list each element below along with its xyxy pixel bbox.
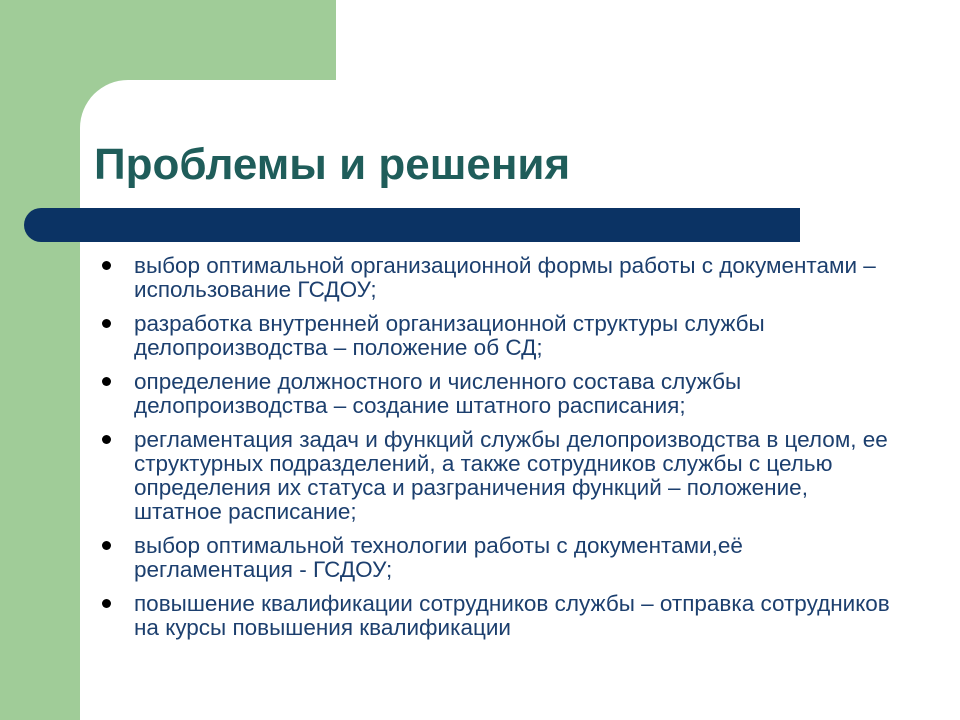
bullet-dot-icon — [102, 435, 111, 444]
list-item — [98, 592, 898, 640]
bullet-dot-icon — [102, 541, 111, 550]
bullet-list — [98, 254, 898, 650]
bullet-text: выбор оптимальной организационной формы работы с документами – использование ГСДОУ; — [134, 253, 876, 302]
list-item — [98, 428, 898, 524]
list-item — [98, 534, 898, 582]
bullet-dot-icon — [102, 377, 111, 386]
bullet-dot-icon — [102, 261, 111, 270]
bullet-text: выбор оптимальной технологии работы с документами,её регламентация - ГСДОУ; — [134, 533, 743, 582]
bullet-text: определение должностного и численного состава службы делопроизводства – создание штатного расписания; — [134, 369, 742, 418]
title-underline-bar — [24, 208, 800, 242]
slide-title: Проблемы и решения — [94, 140, 571, 189]
bullet-dot-icon — [102, 599, 111, 608]
bullet-text: повышение квалификации сотрудников службы – отправка сотрудников на курсы повышения квалификации — [134, 591, 890, 640]
list-item — [98, 312, 898, 360]
list-item — [98, 254, 898, 302]
bullet-dot-icon — [102, 319, 111, 328]
list-item — [98, 370, 898, 418]
bullet-text: регламентация задач и функций службы делопроизводства в целом, ее структурных подразделений, а также сотрудников службы с целью определения их статуса и разграничения функций – положение, штатное расписание; — [134, 427, 888, 524]
bullet-text: разработка внутренней организационной структуры службы делопроизводства – положение об СД; — [134, 311, 765, 360]
